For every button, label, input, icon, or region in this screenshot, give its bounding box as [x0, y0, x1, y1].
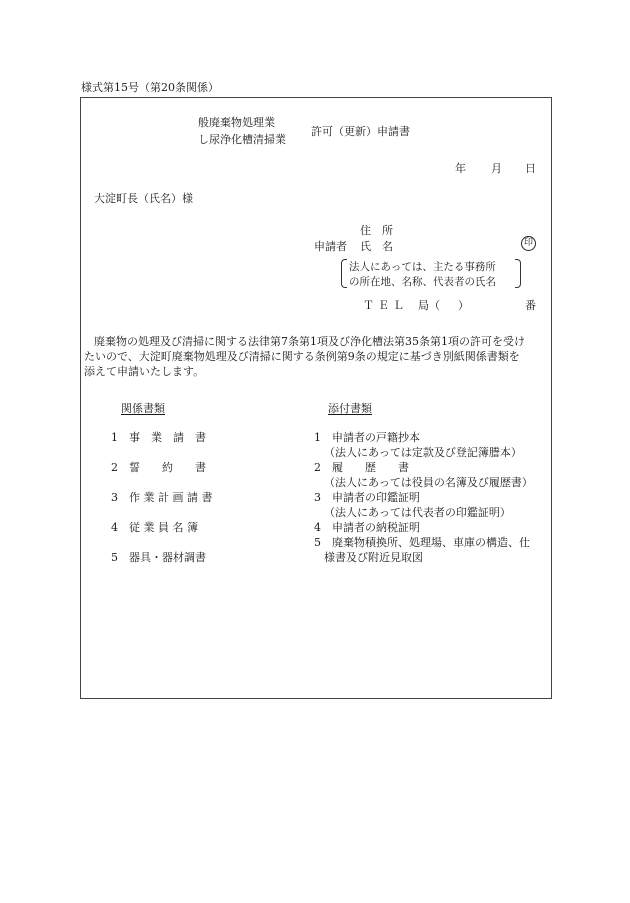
- seal-mark: 印: [521, 236, 536, 251]
- related-doc-item: 5 器具・器材調書: [111, 551, 206, 564]
- attached-doc-line: （法人にあっては役員の名簿及び履歴書）: [324, 476, 533, 489]
- right-bracket: [515, 259, 521, 288]
- tel-exchange: 局（: [418, 299, 440, 312]
- attached-doc-line: （法人にあっては代表者の印鑑証明）: [324, 506, 511, 519]
- related-doc-item: 3 作 業 計 画 請 書: [111, 491, 213, 504]
- attached-doc-line: 3 申請者の印鑑証明: [314, 491, 420, 504]
- attached-doc-line: （法人にあっては定款及び登記簿謄本）: [324, 446, 522, 459]
- tel-label: ＴＥＬ: [363, 299, 408, 312]
- attached-doc-line: 1 申請者の戸籍抄本: [314, 431, 420, 444]
- body-line-3: 添えて申請いたします。: [84, 365, 205, 378]
- attached-doc-line: 2 履 歴 書: [314, 461, 409, 474]
- business-type-line1: 般廃棄物処理業: [198, 116, 275, 129]
- date-month: 月: [491, 162, 502, 175]
- related-doc-item: 2 誓 約 書: [111, 461, 206, 474]
- corporation-note: [341, 259, 521, 288]
- form-number-label: 様式第15号（第20条関係）: [81, 81, 219, 94]
- addressee: 大淀町長（氏名）様: [94, 192, 193, 205]
- form-frame: [80, 97, 552, 699]
- corporation-note-line1: 法人にあっては、主たる事務所: [349, 261, 496, 273]
- body-line-2: たいので、大淀町廃棄物処理及び清掃に関する条例第9条の規定に基づき別紙関係書類を: [84, 350, 520, 363]
- attached-docs-heading: 添付書類: [328, 402, 372, 415]
- tel-close-paren: ）: [458, 299, 469, 312]
- attached-doc-line: 4 申請者の納税証明: [314, 521, 420, 534]
- tel-number: 番: [525, 299, 536, 312]
- date-year: 年: [455, 162, 466, 175]
- applicant-label: 申請者: [314, 240, 347, 253]
- form-title: 許可（更新）申請書: [311, 125, 410, 138]
- attached-doc-line: 5 廃棄物積換所、処理場、車庫の構造、仕: [314, 536, 530, 549]
- left-bracket: [341, 259, 347, 288]
- name-label: 氏 名: [360, 240, 393, 253]
- corporation-note-line2: の所在地、名称、代表者の氏名: [349, 276, 496, 288]
- related-doc-item: 4 従 業 員 名 簿: [111, 521, 198, 534]
- related-docs-heading: 関係書類: [121, 402, 165, 415]
- body-line-1: 廃棄物の処理及び清掃に関する法律第7条第1項及び浄化槽法第35条第1項の許可を受け: [94, 335, 525, 348]
- attached-doc-line: 様書及び附近見取図: [324, 551, 423, 564]
- address-label: 住 所: [360, 224, 393, 237]
- related-doc-item: 1 事 業 請 書: [111, 431, 206, 444]
- date-day: 日: [525, 162, 536, 175]
- business-type-line2: し尿浄化槽清掃業: [198, 133, 286, 146]
